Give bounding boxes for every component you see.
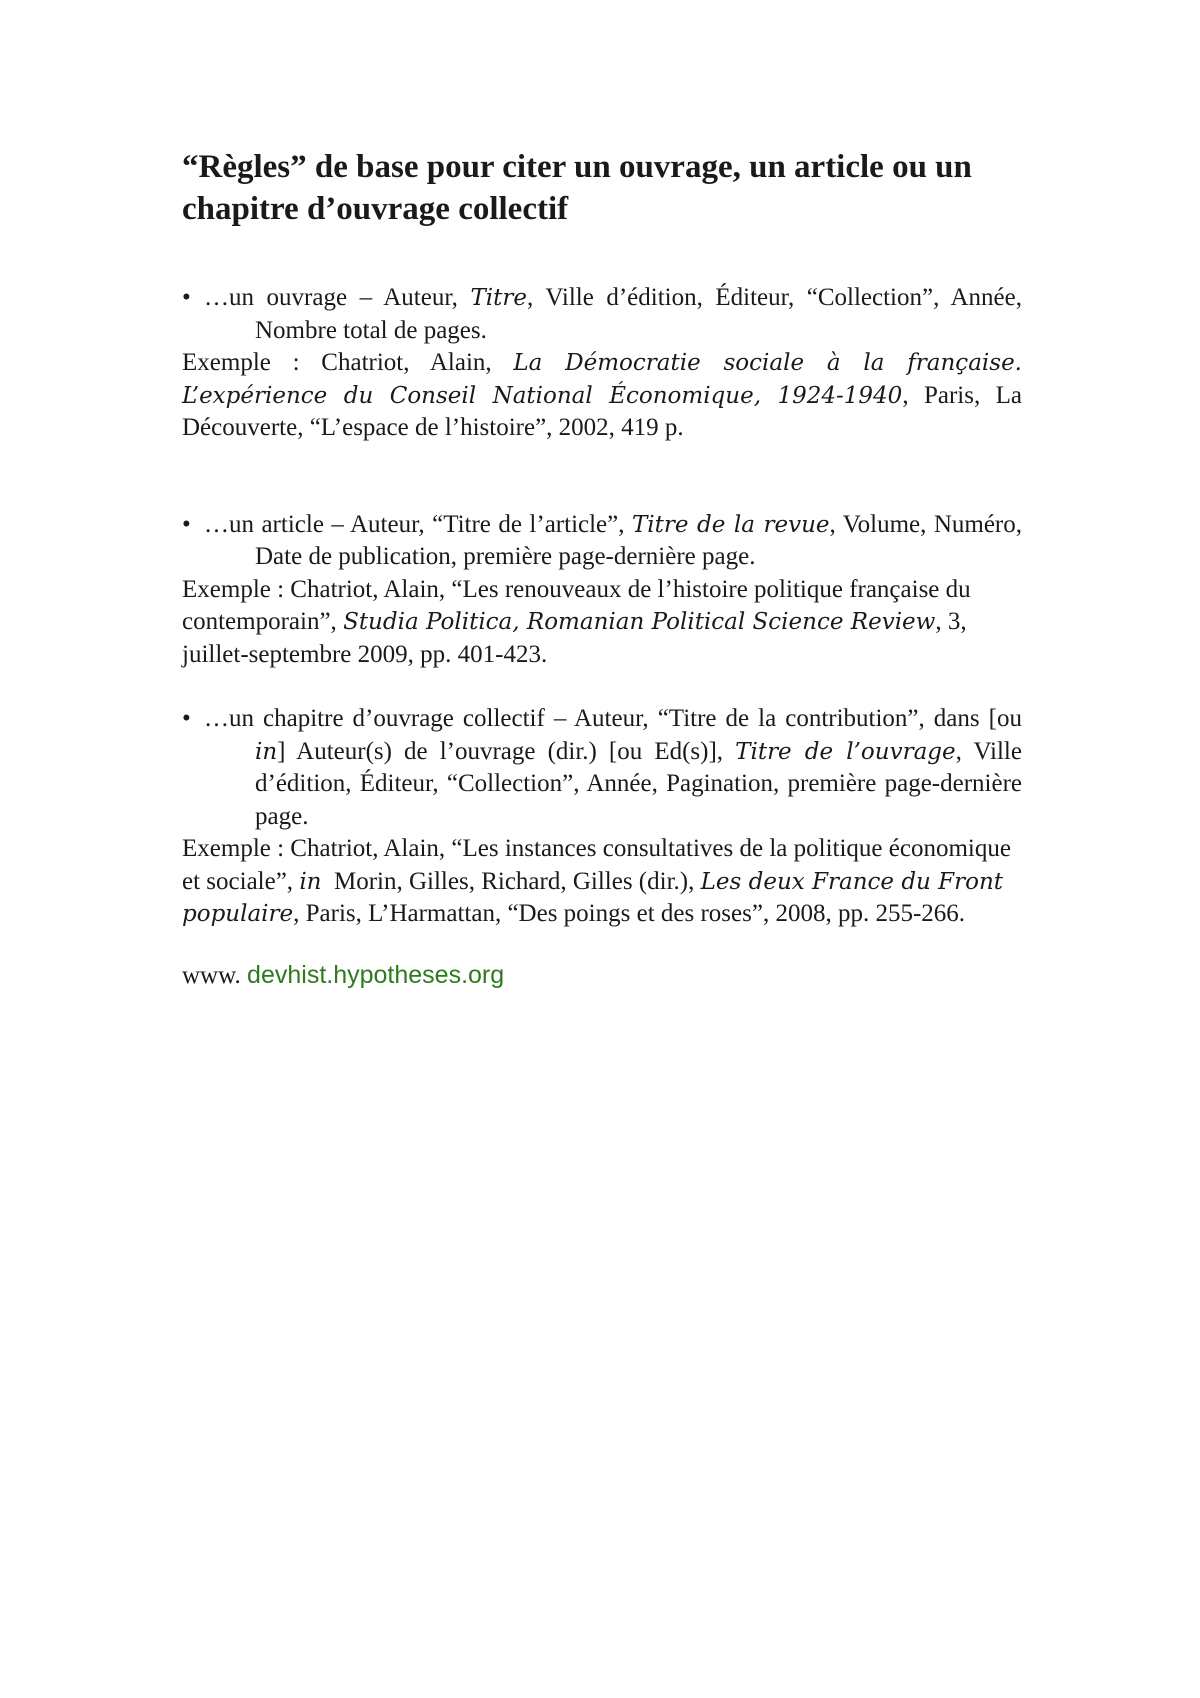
rule-lead: …un chapitre d’ouvrage collectif – Auteur, “Titre de la contribution”, dans [ou [204, 705, 1022, 732]
example-ouvrage [182, 347, 1022, 445]
rule-lead: …un ouvrage – Auteur, [204, 284, 471, 311]
section-chapitre [182, 703, 1022, 931]
rule-rest: , Ville d’édition, Éditeur, “Collection”, Année, Pagination, première page-dernière page. [255, 737, 1022, 830]
bullet-icon: • [182, 284, 191, 311]
bullet-icon: • [182, 510, 191, 538]
rule-italic-in: in [255, 738, 278, 765]
rule-rest: , Ville d’édition, Éditeur, “Collection”, Année, Nombre total de pages. [255, 284, 1023, 344]
example-italic-title: Les deux France du Front populaire [182, 868, 1004, 927]
example-italic-in: in [299, 868, 322, 895]
example-prefix: Exemple : Chatriot, Alain, “Les renouveaux de l’histoire politique française du contemporain”, [182, 575, 971, 635]
example-suffix: , Paris, L’Harmattan, “Des poings et des roses”, 2008, pp. 255-266. [293, 900, 966, 927]
website-link[interactable]: devhist.hypotheses.org [247, 960, 505, 989]
rule-italic: Titre de la revue [631, 511, 830, 538]
website-prefix: www. [182, 961, 248, 989]
example-chapitre [182, 833, 1022, 931]
document-title: “Règles” de base pour citer un ouvrage, un article ou un chapitre d’ouvrage collectif [182, 149, 972, 227]
example-suffix: , 3, juillet-septembre 2009, pp. 401-423. [182, 608, 967, 668]
rule-rest: , Volume, Numéro, Date de publication, première page-dernière page. [255, 510, 1022, 570]
example-italic-title: La Démocratie sociale à la française. L’expérience du Conseil National Économique, 1924-1940 [182, 350, 1022, 409]
example-article [182, 574, 1022, 672]
rule-italic: Titre [470, 285, 527, 311]
rule-lead: …un article – Auteur, “Titre de l’article”, [204, 510, 632, 538]
bullet-icon: • [182, 705, 191, 732]
example-suffix: , Paris, La Découverte, “L’espace de l’histoire”, 2002, 419 p. [182, 381, 1022, 441]
example-prefix: Exemple : Chatriot, Alain, [182, 349, 514, 376]
rule-article [182, 509, 1022, 574]
section-article [182, 509, 1022, 672]
rule-mid: ] Auteur(s) de l’ouvrage (dir.) [ou Ed(s)], [277, 737, 736, 765]
website-line [182, 959, 1022, 992]
example-prefix: Exemple : Chatriot, Alain, “Les instances consultatives de la politique économique et sociale”, [182, 835, 1011, 895]
rule-ouvrage [182, 282, 1022, 347]
rule-chapitre [182, 703, 1022, 833]
example-italic-title: Studia Politica, Romanian Political Science Review [343, 609, 936, 635]
rule-italic: Titre de l’ouvrage [735, 738, 956, 765]
section-ouvrage [182, 282, 1022, 445]
document-page [182, 146, 1022, 992]
example-mid: Morin, Gilles, Richard, Gilles (dir.), [321, 867, 701, 895]
